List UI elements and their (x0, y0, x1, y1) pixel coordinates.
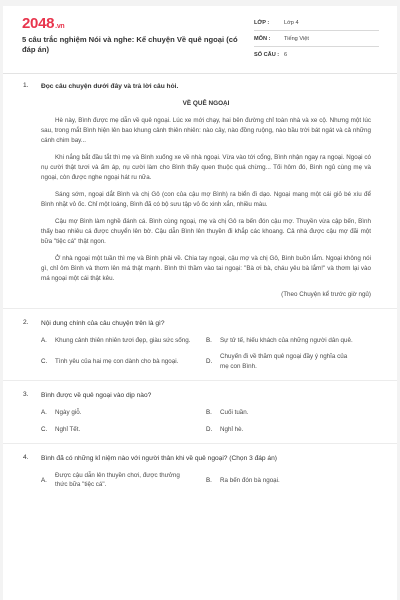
question-number: 4. (23, 454, 29, 462)
question-text: Bình đã có những kỉ niệm nào với người thân khi về quê ngoại? (Chọn 3 đáp án) (41, 455, 277, 463)
question-text: Bình được về quê ngoại vào dịp nào? (41, 392, 152, 400)
option-a[interactable]: A. Ngày giỗ. (41, 409, 82, 417)
question-3 (3, 391, 397, 441)
option-a[interactable]: A. Được cậu dẫn lên thuyền chơi, được thưởng thức bữa "tiệc cá". (41, 472, 180, 489)
option-a[interactable]: A. Khung cảnh thiên nhiên tươi đẹp, giàu sức sống. (41, 337, 191, 344)
option-d[interactable]: D. Nghỉ hè. (206, 425, 244, 433)
option-c[interactable]: C. Tình yêu của hai mẹ con dành cho bà ngoại. (41, 358, 179, 366)
meta-question-count: SỐ CÂU : 6 (254, 52, 288, 58)
question-divider (3, 380, 397, 381)
question-1 (3, 82, 397, 298)
answer-options (41, 336, 371, 378)
answer-options (41, 471, 371, 497)
story-paragraph: Khi nắng bắt đầu tắt thì mẹ và Bình xuống xe về nhà ngoại. Vừa vào tới cổng, Bình nhận ngay ra ngoại. Ngoại có nụ cười thật tươi và ấm áp, nụ cười làm cho Bình thấy quen thuộc quá chừng... Tối hôm đó, Bình ngủ cùng mẹ và ngoại, còn được nghe ngoại hát ru nữa. (41, 154, 371, 181)
question-number: 2. (23, 319, 29, 326)
header-divider (3, 73, 397, 74)
question-divider (3, 443, 397, 444)
answer-options (41, 408, 371, 441)
document-title: 5 câu trắc nghiệm Nói và nghe: Kể chuyện Về quê ngoại (có đáp án) (22, 35, 238, 54)
story-title: VỀ QUÊ NGOẠI (182, 100, 230, 107)
question-number: 3. (23, 391, 29, 399)
option-d[interactable]: D. Chuyến đi về thăm quê ngoại đầy ý nghĩa của mẹ con Bình. (206, 353, 348, 370)
story-paragraph: Ở nhà ngoại một tuần thì mẹ và Bình phải về. Chia tay ngoại, cậu mợ và chị Gô, Bình buồn lắm. Ngoại không nói gì, chỉ ôm Bình và thơm lên má thật mạnh. Bình thì thầm vào tai ngoại: "Bà ơi bà, cháu yêu bà lắm!" và thơm lại vào má ngoại một cái thật kêu. (41, 255, 371, 282)
story-paragraph: Sáng sớm, ngoại dắt Bình và chị Gô (con của cậu mợ Bình) ra biển đi dạo. Ngoại mang một cái giỏ bé xíu để Bình nhặt vỏ ốc. Chỉ một loáng, Bình đã có bộ sưu tập vỏ ốc xinh xắn, nhiều màu. (41, 191, 371, 208)
questions (3, 82, 397, 497)
question-2 (3, 319, 397, 378)
meta-info (254, 15, 379, 63)
option-b[interactable]: B. Ra bến đón bà ngoại. (206, 476, 280, 484)
question-4 (3, 454, 397, 497)
question-number: 1. (23, 82, 29, 89)
worksheet-page (3, 6, 397, 600)
option-b[interactable]: B. Sự tử tế, hiếu khách của những người dân quê. (206, 337, 353, 344)
meta-grade: LỚP : Lớp 4 (254, 15, 379, 31)
question-text: Đọc câu chuyện dưới đây và trả lời câu hỏi. (41, 83, 179, 90)
story-source: (Theo Chuyện kể trước giờ ngủ) (281, 291, 371, 298)
option-b[interactable]: B. Cuối tuần. (206, 409, 249, 417)
option-c[interactable]: C. Nghỉ Tết. (41, 425, 81, 433)
question-text: Nội dung chính của câu chuyện trên là gì? (41, 320, 165, 327)
story-paragraph: Hè này, Bình được mẹ dẫn về quê ngoại. Lúc xe mới chạy, hai bên đường chỉ toàn nhà và xe cộ. Nhưng một lúc sau, trong mắt Bình hiện lên bao khung cảnh thiên nhiên: nào cây, nào đồng ruộng, nào bầu trời bát ngát và cả những cánh chim bay... (41, 117, 371, 144)
page-header (3, 6, 397, 68)
question-divider (3, 308, 397, 309)
story-paragraph: Cậu mợ Bình làm nghề đánh cá. Bình cùng ngoại, mẹ và chị Gô ra bến đón cậu mợ. Thuyền vừa cập bến, Bình thấy bao nhiêu cá được chuyển lên bờ. Cậu dẫn Bình lên thuyền đi khắp các khoang. Cả nhà được cậu mợ đãi một bữa "tiệc cá" thật ngon. (41, 218, 371, 245)
site-logo[interactable]: 2048.vn (22, 15, 65, 32)
meta-subject: MÔN : Tiếng Việt (254, 31, 379, 47)
